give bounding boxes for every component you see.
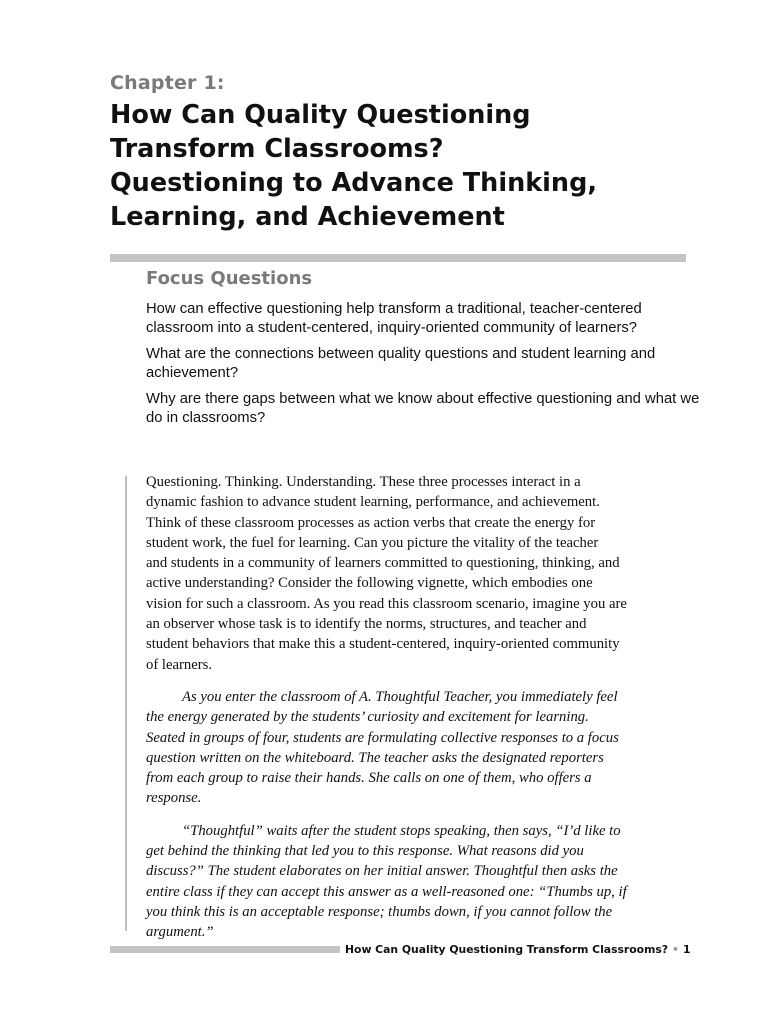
text-line: from each group to raise their hands. She calls on one of them, who offers a bbox=[146, 770, 592, 787]
text-line: and students in a community of learners committed to questioning, thinking, and bbox=[146, 555, 620, 572]
footer-separator: • bbox=[672, 943, 679, 956]
text-line: As you enter the classroom of A. Thoughtful Teacher, you immediately feel bbox=[182, 688, 618, 705]
intro-paragraph bbox=[146, 472, 686, 675]
text-line: dynamic fashion to advance student learning, performance, and achievement. bbox=[146, 494, 600, 511]
footer-bar bbox=[110, 946, 340, 953]
body-margin-bar bbox=[125, 476, 127, 931]
chapter-title-line: Questioning to Advance Thinking, bbox=[110, 168, 598, 198]
text-line: vision for such a classroom. As you read this classroom scenario, imagine you are bbox=[146, 595, 627, 612]
text-line: entire class if they can accept this answer as a well-reasoned one: “Thumbs up, if bbox=[146, 883, 627, 900]
text-line: an observer whose task is to identify the norms, structures, and teacher and bbox=[146, 616, 587, 633]
running-title: How Can Quality Questioning Transform Classrooms? bbox=[345, 943, 669, 956]
text-line: Questioning. Thinking. Understanding. These three processes interact in a bbox=[146, 474, 581, 490]
chapter-title-line: Learning, and Achievement bbox=[110, 202, 505, 232]
text-line: discuss?” The student elaborates on her initial answer. Thoughtful then asks the bbox=[146, 863, 618, 880]
text-line: active understanding? Consider the following vignette, which embodies one bbox=[146, 575, 593, 592]
text-line: get behind the thinking that led you to this response. What reasons did you bbox=[146, 843, 584, 860]
focus-questions-list bbox=[146, 300, 706, 435]
chapter-title bbox=[110, 98, 710, 234]
focus-question: What are the connections between quality questions and student learning and achievement? bbox=[146, 346, 656, 381]
body-text bbox=[146, 472, 686, 955]
text-line: of learners. bbox=[146, 656, 213, 673]
page-number: 1 bbox=[682, 943, 691, 956]
text-line: Think of these classroom processes as action verbs that create the energy for bbox=[146, 514, 596, 531]
focus-questions-heading: Focus Questions bbox=[146, 268, 313, 289]
text-line: the energy generated by the students’ curiosity and excitement for learning. bbox=[146, 709, 589, 726]
chapter-label: Chapter 1: bbox=[110, 72, 225, 94]
text-line: question written on the whiteboard. The teacher asks the designated reporters bbox=[146, 749, 604, 766]
vignette-paragraph bbox=[146, 687, 686, 809]
page-footer bbox=[345, 943, 690, 956]
text-line: student work, the fuel for learning. Can you picture the vitality of the teacher bbox=[146, 534, 599, 551]
text-line: “Thoughtful” waits after the student stops speaking, then says, “I’d like to bbox=[182, 822, 621, 839]
text-line: you think this is an acceptable response; thumbs down, if you cannot follow the bbox=[146, 903, 613, 920]
text-line: argument.” bbox=[146, 924, 214, 941]
chapter-title-line: Transform Classrooms? bbox=[110, 134, 444, 164]
text-line: Seated in groups of four, students are formulating collective responses to a focus bbox=[146, 729, 619, 746]
vignette-paragraph bbox=[146, 821, 686, 943]
text-line: student behaviors that make this a student-centered, inquiry-oriented community bbox=[146, 636, 620, 653]
text-line: response. bbox=[146, 790, 202, 807]
chapter-title-line: How Can Quality Questioning bbox=[110, 100, 531, 130]
focus-question: How can effective questioning help transform a traditional, teacher-centered classroom into a student-centered, inquiry-oriented community of learners? bbox=[146, 301, 642, 336]
focus-question: Why are there gaps between what we know about effective questioning and what we do in classrooms? bbox=[146, 391, 700, 426]
header-divider bbox=[110, 254, 686, 262]
